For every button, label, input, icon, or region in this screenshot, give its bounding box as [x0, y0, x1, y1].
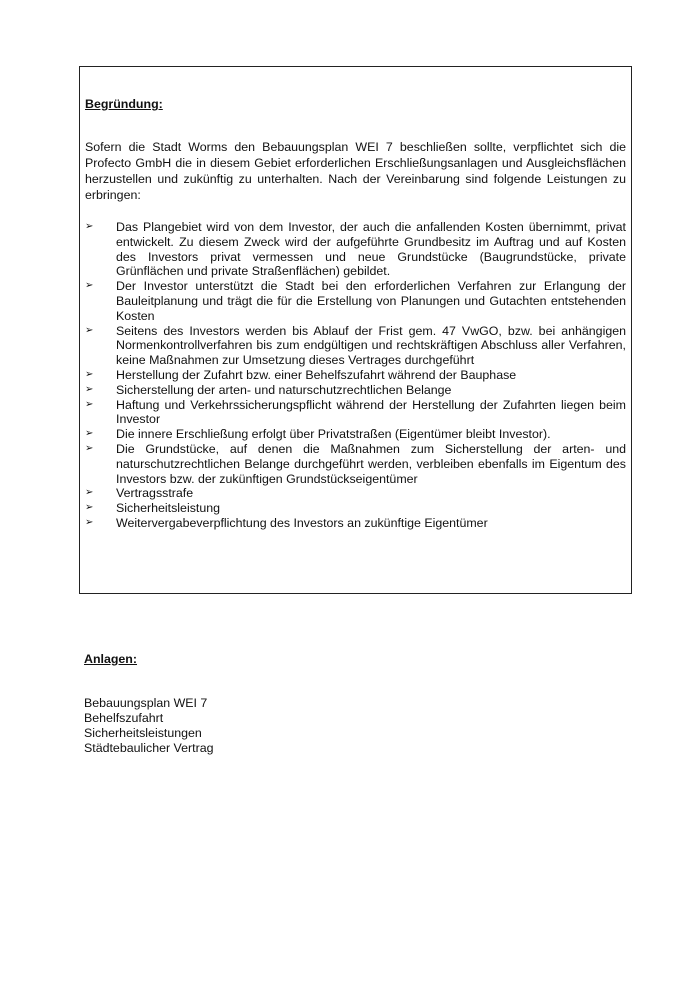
list-item	[85, 383, 626, 398]
arrow-bullet-icon: ➢	[85, 280, 94, 292]
list-item-text: Die innere Erschließung erfolgt über Privatstraßen (Eigentümer bleibt Investor).	[116, 427, 551, 442]
list-item-text: Weitervergabeverpflichtung des Investors an zukünftige Eigentümer	[116, 515, 488, 530]
list-item-text: Sicherheitsleistung	[116, 501, 221, 516]
list-item-text: Sicherstellung der arten- und naturschutzrechtlichen Belange	[116, 382, 452, 397]
arrow-bullet-icon: ➢	[85, 428, 94, 440]
anlagen-list	[84, 696, 214, 756]
begruendung-box	[79, 66, 632, 594]
begruendung-intro: Sofern die Stadt Worms den Bebauungsplan WEI 7 beschließen sollte, verpflichtet sich die Profecto GmbH die in diesem Gebiet erforderlichen Erschließungsanlagen und Ausgleichsflächen herzustellen und zukünftig zu unterhalten. Nach der Vereinbarung sind folgende Leistungen zu erbringen:	[85, 140, 626, 202]
list-item	[85, 324, 626, 368]
list-item	[85, 501, 626, 516]
list-item	[85, 398, 626, 428]
anlagen-item: Behelfszufahrt	[84, 711, 164, 725]
list-item	[85, 516, 626, 531]
list-item-text: Haftung und Verkehrssicherungspflicht während der Herstellung der Zufahrten liegen beim Investor	[116, 397, 626, 427]
arrow-bullet-icon: ➢	[85, 368, 94, 380]
arrow-bullet-icon: ➢	[85, 324, 94, 336]
list-item-text: Vertragsstrafe	[116, 486, 194, 501]
arrow-bullet-icon: ➢	[85, 516, 94, 528]
list-item	[85, 427, 626, 442]
list-item	[85, 368, 626, 383]
list-item	[85, 442, 626, 486]
anlagen-item: Städtebaulicher Vertrag	[84, 741, 214, 755]
arrow-bullet-icon: ➢	[85, 398, 94, 410]
arrow-bullet-icon: ➢	[85, 221, 94, 232]
list-item-text: Seitens des Investors werden bis Ablauf der Frist gem. 47 VwGO, bzw. bei anhängigen Normenkontrollverfahren bis zum endgültigen und rechtskräftigen Abschluss aller Verfahren, keine Maßnahmen zur Umsetzung dieses Vertrages durchgeführt	[116, 323, 626, 368]
anlagen-item: Bebauungsplan WEI 7	[84, 696, 208, 710]
anlagen-item: Sicherheitsleistungen	[84, 726, 202, 740]
list-item-text: Herstellung der Zufahrt bzw. einer Behelfszufahrt während der Bauphase	[116, 367, 517, 382]
leistungen-list	[85, 220, 626, 531]
begruendung-heading: Begründung:	[85, 97, 163, 111]
list-item-text: Das Plangebiet wird von dem Investor, der auch die anfallenden Kosten übernimmt, privat entwickelt. Zu diesem Zweck wird der aufgeführte Grundbesitz im Auftrag und auf Kosten des Investors privat vermessen und neue Grundstücke (Baugrundstücke, private Grünflächen und private Straßenflächen) gebildet.	[116, 220, 626, 279]
list-item-text: Die Grundstücke, auf denen die Maßnahmen zum Sicherstellung der arten- und naturschutzrechtlichen Belange durchgeführt werden, verbleiben ebenfalls im Eigentum des Investors bzw. der zukünftigen Grundstückseigentümer	[116, 441, 626, 486]
anlagen-heading: Anlagen:	[84, 652, 138, 666]
list-item	[85, 220, 626, 279]
list-item	[85, 279, 626, 323]
arrow-bullet-icon: ➢	[85, 487, 94, 499]
arrow-bullet-icon: ➢	[85, 383, 94, 395]
begruendung-content	[85, 97, 626, 531]
arrow-bullet-icon: ➢	[85, 442, 94, 454]
arrow-bullet-icon: ➢	[85, 502, 94, 514]
list-item-text: Der Investor unterstützt die Stadt bei den erforderlichen Verfahren zur Erlangung der Bauleitplanung und trägt die für die Erstellung von Planungen und Gutachten entstehenden Kosten	[116, 279, 626, 323]
list-item	[85, 486, 626, 501]
